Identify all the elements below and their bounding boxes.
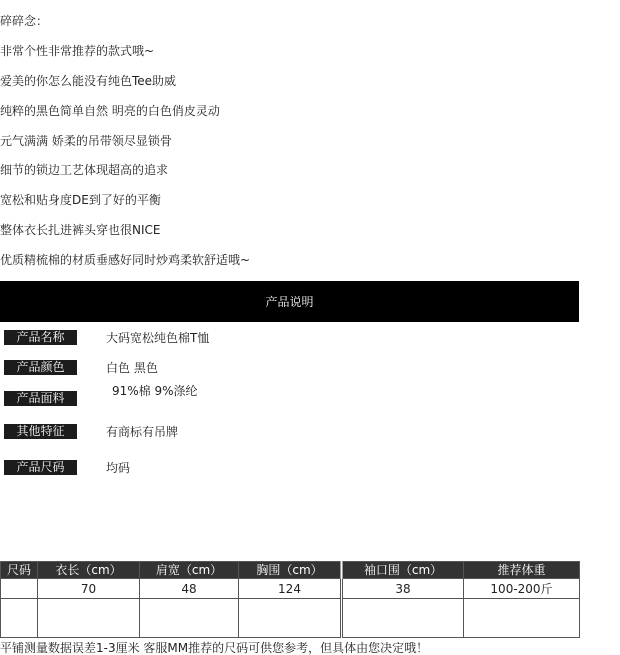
intro-line-9: 优质精梳棉的材质垂感好同时炒鸡柔软舒适哦~	[0, 253, 251, 267]
table-cell	[464, 599, 580, 638]
table-cell	[140, 599, 239, 638]
spec-value-features: 有商标有吊牌	[106, 425, 179, 439]
spec-label-size: 产品尺码	[4, 460, 77, 475]
table-cell: 48	[140, 579, 239, 599]
intro-line-5: 元气满满 娇柔的吊带领尽显锁骨	[0, 134, 172, 148]
intro-line-3: 爱美的你怎么能没有纯色Tee助威	[0, 74, 177, 88]
header-length: 衣长（cm）	[38, 562, 140, 579]
header-weight: 推荐体重	[464, 562, 580, 579]
table-cell	[38, 599, 140, 638]
table-cell	[1, 579, 38, 599]
header-shoulder: 肩宽（cm）	[140, 562, 239, 579]
spec-label-fabric: 产品面料	[4, 391, 77, 406]
intro-line-6: 细节的锁边工艺体现超高的追求	[0, 163, 169, 177]
size-table-header-row	[1, 562, 580, 579]
table-row	[1, 579, 580, 599]
table-cell: 70	[38, 579, 140, 599]
section-banner	[0, 281, 579, 322]
section-title: 产品说明	[265, 295, 314, 309]
table-cell: 100-200斤	[464, 579, 580, 599]
spec-label-features: 其他特征	[4, 424, 77, 439]
spec-label-name: 产品名称	[4, 330, 77, 345]
spec-value-name: 大码宽松纯色棉T恤	[106, 331, 210, 345]
table-cell	[342, 599, 464, 638]
table-cell	[1, 599, 38, 638]
size-table	[0, 561, 580, 638]
intro-line-1: 碎碎念：	[0, 14, 49, 28]
header-cuff: 袖口围（cm）	[342, 562, 464, 579]
intro-line-4: 纯粹的黑色简单自然 明亮的白色俏皮灵动	[0, 104, 220, 118]
spec-value-size: 均码	[106, 461, 131, 475]
measurement-footnote: 平铺测量数据误差1-3厘米 客服MM推荐的尺码可供您参考，但具体由您决定哦！	[0, 641, 429, 655]
intro-line-2: 非常个性非常推荐的款式哦~	[0, 44, 155, 58]
intro-line-8: 整体衣长扎进裤头穿也很NICE	[0, 223, 161, 237]
header-chest: 胸围（cm）	[239, 562, 342, 579]
header-size: 尺码	[1, 562, 38, 579]
spec-value-fabric: 91%棉 9%涤纶	[112, 384, 198, 398]
table-cell: 38	[342, 579, 464, 599]
table-row	[1, 599, 580, 638]
table-cell: 124	[239, 579, 342, 599]
spec-label-color: 产品颜色	[4, 360, 77, 375]
intro-line-7: 宽松和贴身度DE到了好的平衡	[0, 193, 161, 207]
spec-value-color: 白色 黑色	[106, 361, 158, 375]
table-cell	[239, 599, 342, 638]
